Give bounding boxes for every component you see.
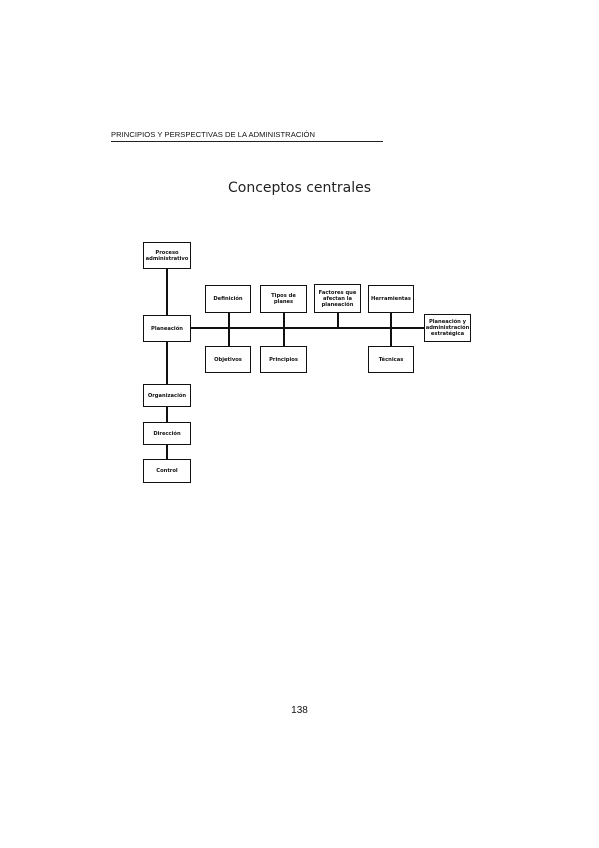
node-direccion: Dirección (143, 422, 191, 445)
connector-tipos-principios (283, 312, 285, 346)
node-tecnicas: Técnicas (368, 346, 414, 373)
node-organizacion: Organización (143, 384, 191, 407)
node-principios: Principios (260, 346, 307, 373)
connector-planeacion-organizacion (166, 341, 168, 384)
node-objetivos: Objetivos (205, 346, 251, 373)
node-tipos-de-planes: Tipos de planes (260, 285, 307, 313)
connector-proceso-planeacion (166, 268, 168, 315)
node-proceso-administrativo: Proceso administrativo (143, 242, 191, 269)
connector-direccion-control (166, 444, 168, 459)
node-planeacion-estrategica: Planeación y administración estratégica (424, 314, 471, 342)
node-control: Control (143, 459, 191, 483)
node-factores: Factores que afectan la planeación (314, 284, 361, 313)
section-title: Conceptos centrales (227, 180, 371, 196)
node-definicion: Definición (205, 285, 251, 313)
connector-factores (337, 312, 339, 328)
node-herramientas: Herramientas (368, 285, 414, 313)
connector-definicion-objetivos (228, 312, 230, 346)
connector-herramientas-tecnicas (390, 312, 392, 346)
connector-organizacion-direccion (166, 406, 168, 422)
running-header: PRINCIPIOS Y PERSPECTIVAS DE LA ADMINISTRACIÓN (111, 130, 383, 142)
connector-horizontal-main (189, 327, 424, 329)
node-planeacion: Planeación (143, 315, 191, 342)
page-number: 138 (291, 705, 308, 716)
